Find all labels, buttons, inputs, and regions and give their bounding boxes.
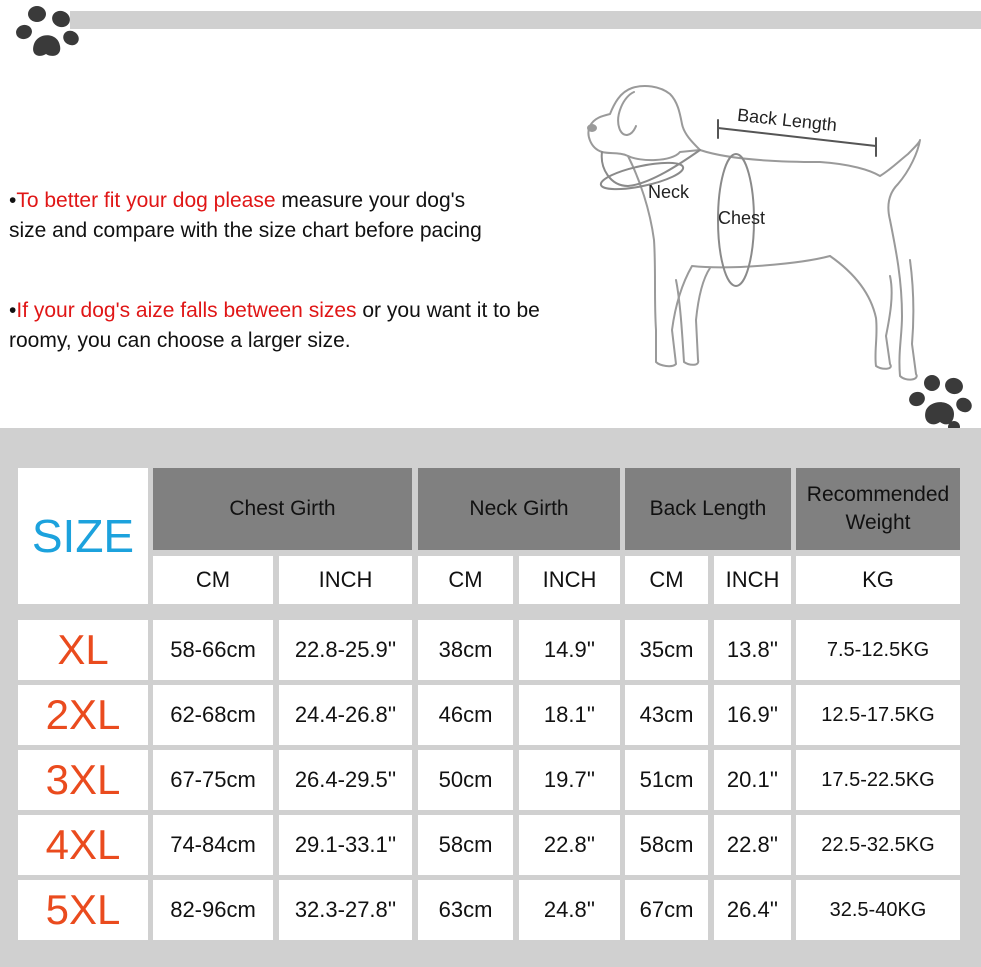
table-cell: 35cm bbox=[625, 620, 708, 680]
chest-girth-header: Chest Girth bbox=[153, 468, 412, 550]
table-cell: 13.8'' bbox=[714, 620, 791, 680]
fit-instruction-line2: size and compare with the size chart before pacing bbox=[9, 219, 482, 242]
neck-girth-header: Neck Girth bbox=[418, 468, 620, 550]
table-cell: 67cm bbox=[625, 880, 708, 940]
table-cell: 14.9'' bbox=[519, 620, 620, 680]
bullet: • bbox=[9, 299, 17, 322]
table-cell: 50cm bbox=[418, 750, 513, 810]
fit-instruction-highlight: To better fit your dog please bbox=[16, 189, 276, 212]
unit-header: CM bbox=[153, 556, 273, 604]
recommended-weight-header bbox=[796, 468, 960, 550]
dog-measurement-diagram bbox=[580, 80, 925, 390]
table-cell: 22.8-25.9'' bbox=[279, 620, 412, 680]
size-cell: XL bbox=[18, 620, 148, 680]
size-header-cell bbox=[18, 468, 148, 604]
table-cell: 51cm bbox=[625, 750, 708, 810]
paw-print-icon bbox=[12, 2, 80, 64]
table-cell: 18.1'' bbox=[519, 685, 620, 745]
size-cell: 3XL bbox=[18, 750, 148, 810]
bullet: • bbox=[9, 189, 17, 212]
table-cell: 38cm bbox=[418, 620, 513, 680]
unit-header: INCH bbox=[519, 556, 620, 604]
top-divider-band bbox=[70, 11, 981, 29]
table-cell: 12.5-17.5KG bbox=[796, 685, 960, 745]
size-cell: 4XL bbox=[18, 815, 148, 875]
table-cell: 43cm bbox=[625, 685, 708, 745]
size-advice-paragraph bbox=[9, 296, 629, 356]
table-cell: 29.1-33.1'' bbox=[279, 815, 412, 875]
table-cell: 16.9'' bbox=[714, 685, 791, 745]
unit-header: KG bbox=[796, 556, 960, 604]
table-cell: 74-84cm bbox=[153, 815, 273, 875]
table-cell: 58-66cm bbox=[153, 620, 273, 680]
table-cell: 32.3-27.8'' bbox=[279, 880, 412, 940]
table-cell: 7.5-12.5KG bbox=[796, 620, 960, 680]
unit-header: CM bbox=[625, 556, 708, 604]
table-cell: 46cm bbox=[418, 685, 513, 745]
table-cell: 17.5-22.5KG bbox=[796, 750, 960, 810]
back-length-label: Back Length bbox=[736, 104, 838, 136]
table-cell: 26.4'' bbox=[714, 880, 791, 940]
unit-header: INCH bbox=[279, 556, 412, 604]
chest-label: Chest bbox=[718, 208, 766, 228]
fit-instruction-paragraph bbox=[9, 186, 629, 246]
table-cell: 58cm bbox=[625, 815, 708, 875]
back-length-header: Back Length bbox=[625, 468, 791, 550]
table-cell: 82-96cm bbox=[153, 880, 273, 940]
size-advice-line1: or you want it to be bbox=[356, 299, 540, 322]
size-cell: 5XL bbox=[18, 880, 148, 940]
weight-header-line1: Recommended bbox=[806, 483, 950, 506]
table-cell: 19.7'' bbox=[519, 750, 620, 810]
table-cell: 24.8'' bbox=[519, 880, 620, 940]
size-cell: 2XL bbox=[18, 685, 148, 745]
table-cell: 22.5-32.5KG bbox=[796, 815, 960, 875]
size-advice-line2: roomy, you can choose a larger size. bbox=[9, 329, 351, 352]
table-cell: 24.4-26.8'' bbox=[279, 685, 412, 745]
table-cell: 20.1'' bbox=[714, 750, 791, 810]
size-header: SIZE bbox=[31, 510, 135, 562]
size-advice-highlight: If your dog's aize falls between sizes bbox=[16, 299, 357, 322]
table-cell: 32.5-40KG bbox=[796, 880, 960, 940]
table-cell: 58cm bbox=[418, 815, 513, 875]
table-cell: 22.8'' bbox=[519, 815, 620, 875]
fit-instruction-line1: measure your dog's bbox=[275, 189, 466, 212]
unit-header: INCH bbox=[714, 556, 791, 604]
unit-header: CM bbox=[418, 556, 513, 604]
table-cell: 22.8'' bbox=[714, 815, 791, 875]
weight-header-line2: Weight bbox=[845, 511, 911, 534]
table-cell: 63cm bbox=[418, 880, 513, 940]
table-cell: 67-75cm bbox=[153, 750, 273, 810]
table-cell: 62-68cm bbox=[153, 685, 273, 745]
table-cell: 26.4-29.5'' bbox=[279, 750, 412, 810]
neck-label: Neck bbox=[648, 182, 690, 202]
